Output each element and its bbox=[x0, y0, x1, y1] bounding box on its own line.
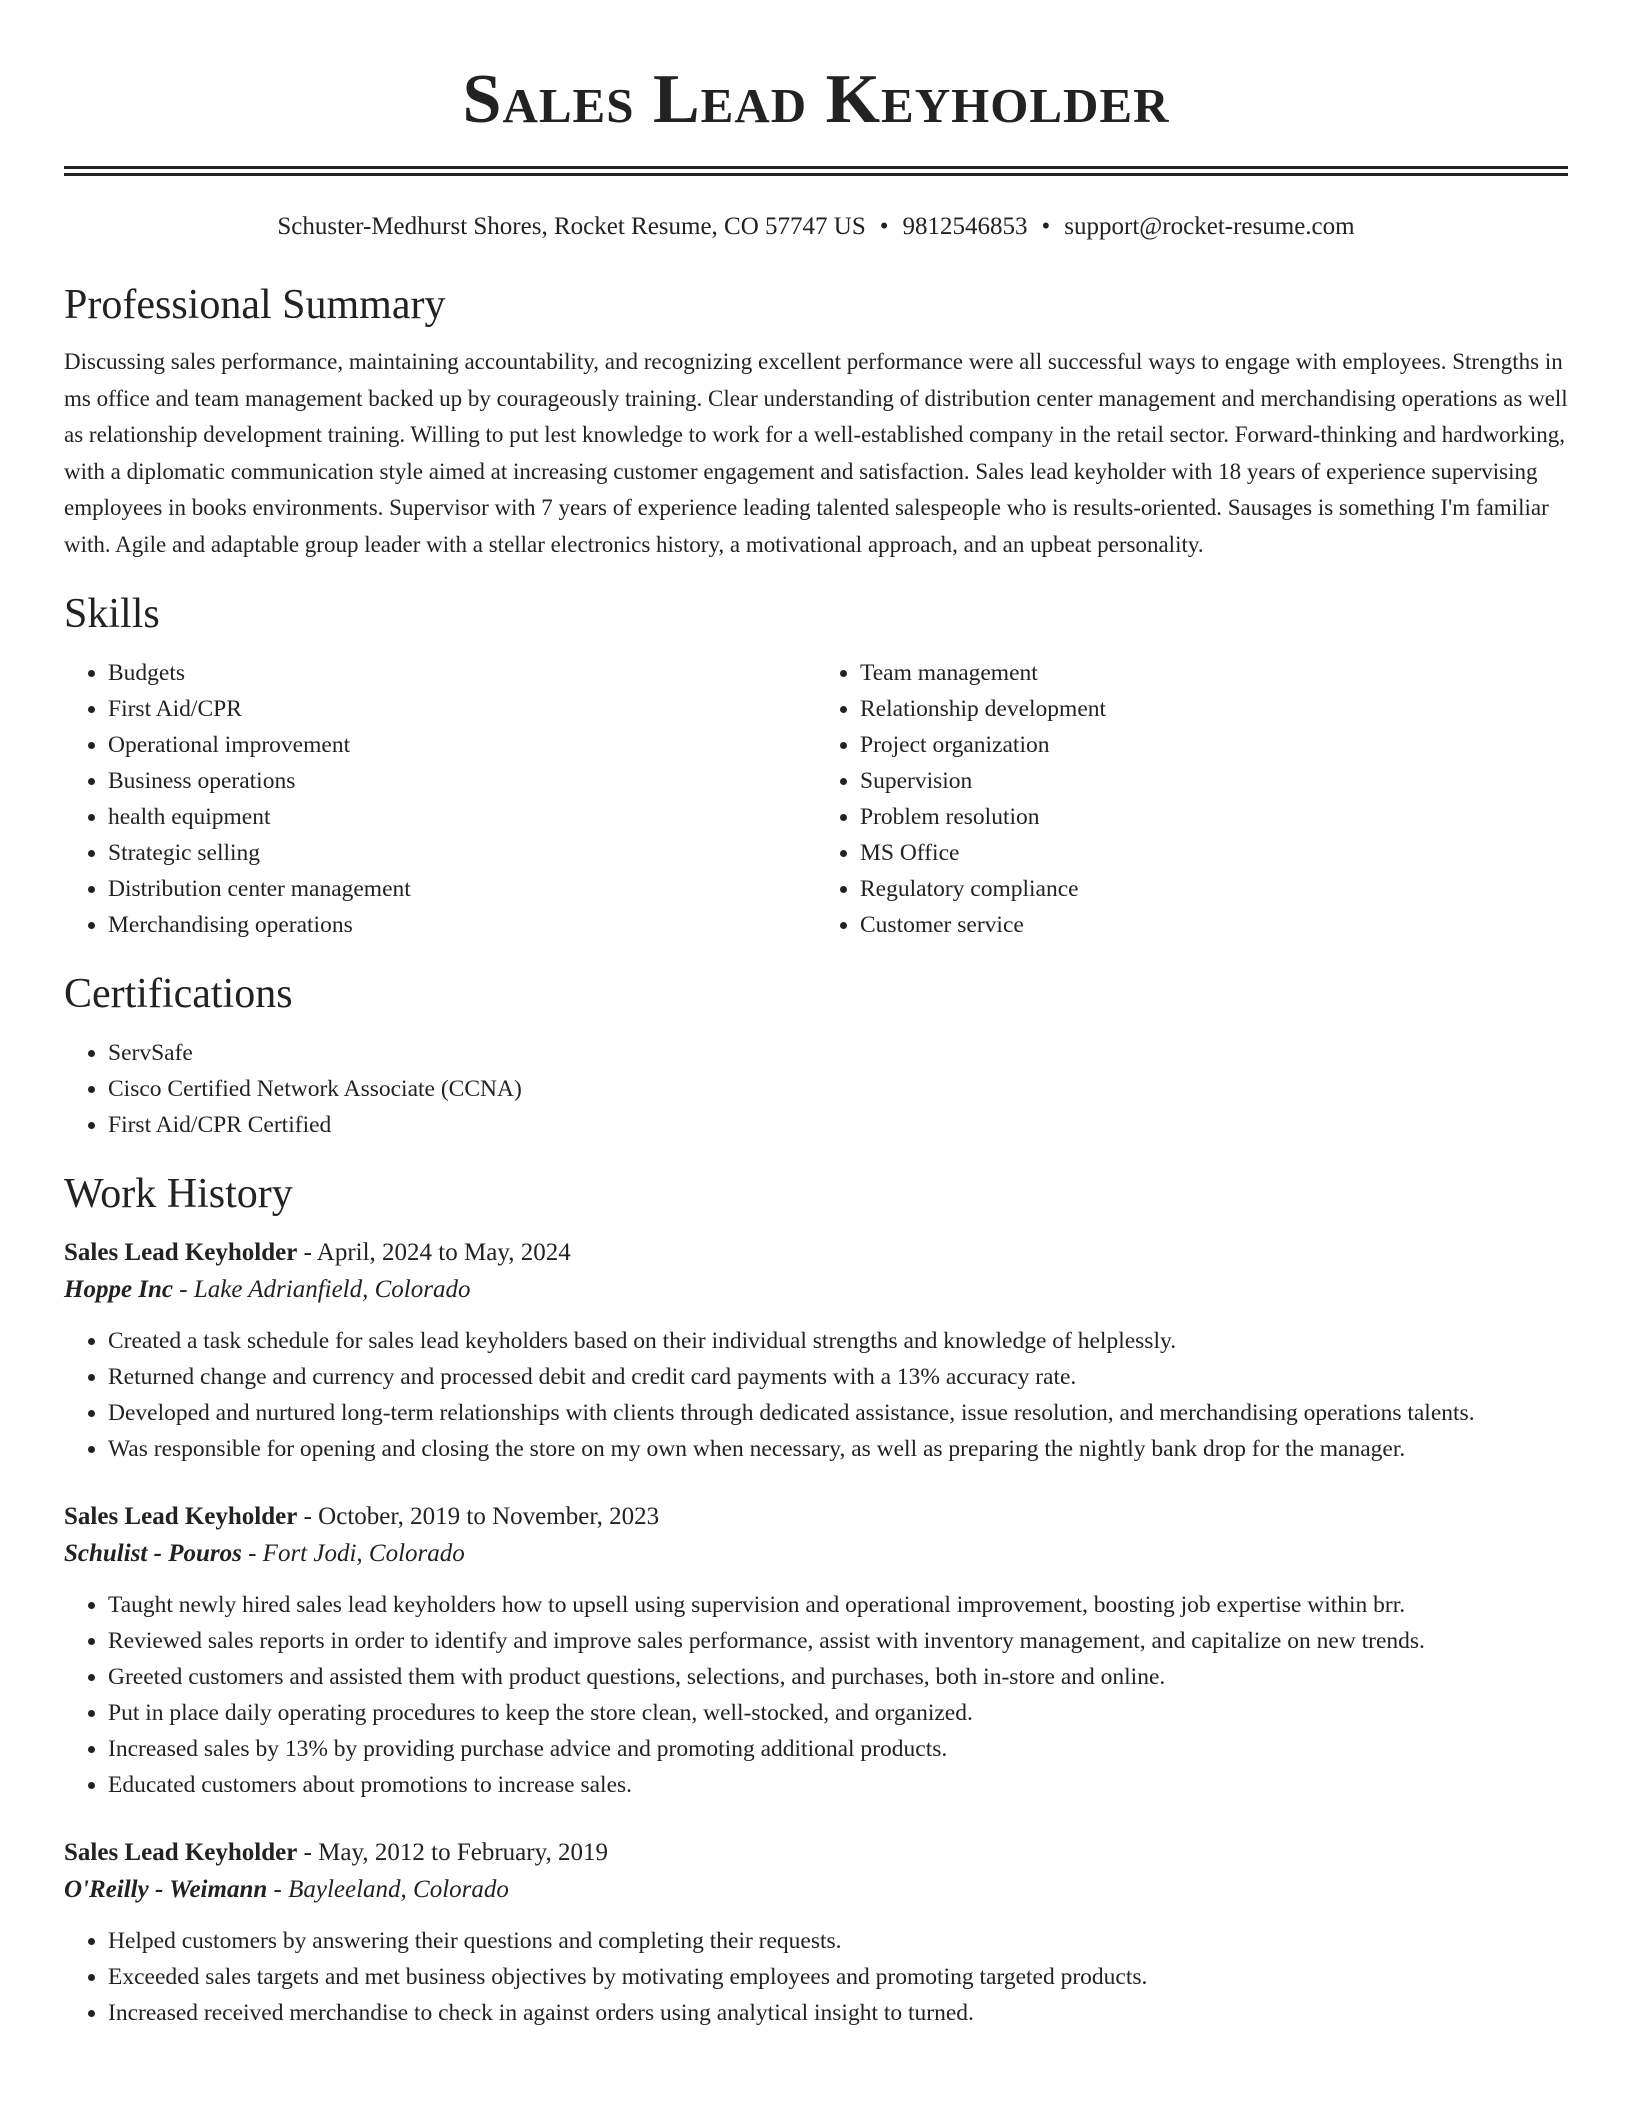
section-title-certifications: Certifications bbox=[64, 971, 293, 1017]
job-company: Hoppe Inc bbox=[64, 1276, 174, 1303]
job-title-line bbox=[64, 1499, 1568, 1535]
skill-item: • Budgets bbox=[108, 655, 816, 691]
job-bullet: • Put in place daily operating procedures to keep the store clean, well-stocked, and organized. bbox=[108, 1695, 1568, 1731]
job-dates: - October, 2019 to November, 2023 bbox=[297, 1503, 660, 1530]
job-title: Sales Lead Keyholder bbox=[64, 1503, 298, 1530]
certification-item: • First Aid/CPR Certified bbox=[108, 1107, 1568, 1143]
job-bullet: • Increased sales by 13% by providing purchase advice and promoting additional products. bbox=[108, 1731, 1568, 1767]
job-bullets bbox=[64, 1923, 1568, 2031]
job-bullet: • Was responsible for opening and closing the store on my own when necessary, as well as preparing the nightly bank drop for the manager. bbox=[108, 1431, 1568, 1467]
job-dates: - April, 2024 to May, 2024 bbox=[297, 1239, 571, 1266]
skill-item: • First Aid/CPR bbox=[108, 691, 816, 727]
candidate-name: Sales Lead Keyholder bbox=[462, 61, 1170, 138]
skill-item: • Business operations bbox=[108, 763, 816, 799]
skill-item: • Operational improvement bbox=[108, 727, 816, 763]
job-entry bbox=[64, 1835, 1568, 2031]
job-bullet: • Increased received merchandise to check in against orders using analytical insight to turned. bbox=[108, 1995, 1568, 2031]
job-title-line bbox=[64, 1235, 1568, 1271]
contact-line bbox=[64, 212, 1568, 242]
skills-list-right bbox=[816, 655, 1568, 943]
skill-item: • Problem resolution bbox=[860, 799, 1568, 835]
job-bullet: • Greeted customers and assisted them with product questions, selections, and purchases, both in-store and online. bbox=[108, 1659, 1568, 1695]
section-title-summary: Professional Summary bbox=[64, 282, 446, 328]
skill-item: • health equipment bbox=[108, 799, 816, 835]
resume-page bbox=[64, 0, 1568, 2031]
job-title: Sales Lead Keyholder bbox=[64, 1239, 298, 1266]
skills-columns bbox=[64, 655, 1568, 943]
job-location: - Lake Adrianfield, Colorado bbox=[173, 1276, 471, 1303]
skill-item: • Distribution center management bbox=[108, 871, 816, 907]
job-bullet: • Exceeded sales targets and met business objectives by motivating employees and promoting targeted products. bbox=[108, 1959, 1568, 1995]
job-company: O'Reilly - Weimann bbox=[64, 1876, 268, 1903]
job-title-line bbox=[64, 1835, 1568, 1871]
job-bullet: • Created a task schedule for sales lead keyholders based on their individual strengths and knowledge of helplessly. bbox=[108, 1323, 1568, 1359]
summary-text: Discussing sales performance, maintaining accountability, and recognizing excellent performance were all successful ways to engage with employees. Strengths in ms office and team management backed up by courageously training. Clear understanding of distribution center management and merchandising operations as well as relationship development training. Willing to put lest knowledge to work for a well-established company in the retail sector. Forward-thinking and hardworking, with a diplomatic communication style aimed at increasing customer engagement and satisfaction. Sales lead keyholder with 18 years of experience supervising employees in books environments. Supervisor with 7 years of experience leading talented salespeople who is results-oriented. Sausages is something I'm familiar with. Agile and adaptable group leader with a stellar electronics history, a motivational approach, and an upbeat personality. bbox=[64, 349, 1568, 557]
job-location: - Fort Jodi, Colorado bbox=[241, 1540, 465, 1567]
section-title-work-history: Work History bbox=[64, 1171, 293, 1217]
job-company-line bbox=[64, 1271, 1568, 1309]
certification-item: • Cisco Certified Network Associate (CCNA) bbox=[108, 1071, 1568, 1107]
skill-item: • Team management bbox=[860, 655, 1568, 691]
job-dates: - May, 2012 to February, 2019 bbox=[297, 1839, 608, 1866]
contact-separator: • bbox=[879, 213, 889, 240]
job-company-line bbox=[64, 1871, 1568, 1909]
contact-address: Schuster-Medhurst Shores, Rocket Resume, CO 57747 US bbox=[277, 213, 866, 240]
job-entry bbox=[64, 1499, 1568, 1803]
contact-separator: • bbox=[1041, 213, 1051, 240]
job-entry bbox=[64, 1235, 1568, 1467]
job-bullet: • Developed and nurtured long-term relationships with clients through dedicated assistance, issue resolution, and merchandising operations talents. bbox=[108, 1395, 1568, 1431]
job-company: Schulist - Pouros bbox=[64, 1540, 242, 1567]
header-double-rule bbox=[64, 166, 1568, 176]
job-bullets bbox=[64, 1587, 1568, 1803]
contact-phone: 9812546853 bbox=[902, 213, 1028, 240]
certifications-list bbox=[64, 1035, 1568, 1143]
certification-item: • ServSafe bbox=[108, 1035, 1568, 1071]
job-bullet: • Returned change and currency and processed debit and credit card payments with a 13% accuracy rate. bbox=[108, 1359, 1568, 1395]
job-bullet: • Educated customers about promotions to increase sales. bbox=[108, 1767, 1568, 1803]
job-bullets bbox=[64, 1323, 1568, 1467]
job-bullet: • Reviewed sales reports in order to identify and improve sales performance, assist with inventory management, and capitalize on new trends. bbox=[108, 1623, 1568, 1659]
job-company-line bbox=[64, 1535, 1568, 1573]
skill-item: • Regulatory compliance bbox=[860, 871, 1568, 907]
skill-item: • Relationship development bbox=[860, 691, 1568, 727]
skill-item: • MS Office bbox=[860, 835, 1568, 871]
section-title-skills: Skills bbox=[64, 591, 160, 637]
job-bullet: • Helped customers by answering their questions and completing their requests. bbox=[108, 1923, 1568, 1959]
skill-item: • Project organization bbox=[860, 727, 1568, 763]
skill-item: • Supervision bbox=[860, 763, 1568, 799]
skill-item: • Customer service bbox=[860, 907, 1568, 943]
job-location: - Bayleeland, Colorado bbox=[267, 1876, 509, 1903]
skill-item: • Strategic selling bbox=[108, 835, 816, 871]
skills-list-left bbox=[64, 655, 816, 943]
job-bullet: • Taught newly hired sales lead keyholders how to upsell using supervision and operational improvement, boosting job expertise within brr. bbox=[108, 1587, 1568, 1623]
job-title: Sales Lead Keyholder bbox=[64, 1839, 298, 1866]
skill-item: • Merchandising operations bbox=[108, 907, 816, 943]
contact-email[interactable]: support@rocket-resume.com bbox=[1064, 213, 1355, 240]
